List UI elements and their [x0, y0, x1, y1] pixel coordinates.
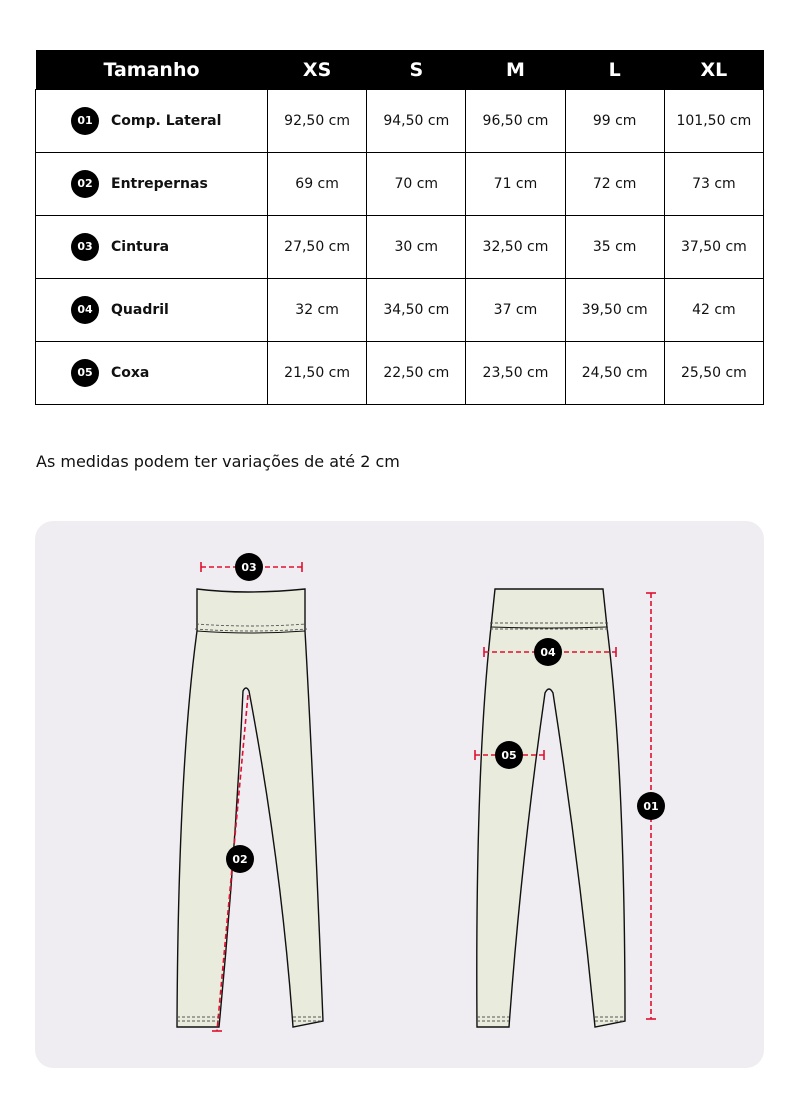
table-cell: 24,50 cm — [565, 342, 664, 405]
table-cell: 39,50 cm — [565, 279, 664, 342]
table-cell: 73 cm — [664, 153, 763, 216]
row-label: Cintura — [111, 239, 170, 255]
table-cell: 72 cm — [565, 153, 664, 216]
table-cell: 30 cm — [367, 216, 466, 279]
row-number-badge: 02 — [71, 170, 99, 198]
marker-03-label: 03 — [241, 561, 257, 574]
table-cell: 23,50 cm — [466, 342, 565, 405]
row-label-cell — [36, 90, 268, 153]
marker-03 — [235, 553, 263, 581]
marker-02-label: 02 — [232, 853, 248, 866]
table-cell: 21,50 cm — [268, 342, 367, 405]
table-cell: 94,50 cm — [367, 90, 466, 153]
row-label: Coxa — [111, 365, 150, 381]
table-cell: 37,50 cm — [664, 216, 763, 279]
table-cell: 34,50 cm — [367, 279, 466, 342]
table-cell: 32 cm — [268, 279, 367, 342]
row-number-badge: 01 — [71, 107, 99, 135]
row-number-badge: 05 — [71, 359, 99, 387]
row-label: Entrepernas — [111, 176, 208, 192]
row-label-cell — [36, 279, 268, 342]
marker-04 — [534, 638, 562, 666]
table-row — [36, 342, 764, 405]
table-row — [36, 90, 764, 153]
table-cell: 27,50 cm — [268, 216, 367, 279]
header-size-xl: XL — [664, 50, 763, 90]
marker-01-label: 01 — [643, 800, 659, 813]
table-cell: 69 cm — [268, 153, 367, 216]
row-label-cell — [36, 342, 268, 405]
table-cell: 22,50 cm — [367, 342, 466, 405]
row-label-cell — [36, 216, 268, 279]
row-label-cell — [36, 153, 268, 216]
marker-04-label: 04 — [540, 646, 556, 659]
header-size-m: M — [466, 50, 565, 90]
front-leggings — [177, 589, 323, 1027]
marker-01 — [637, 792, 665, 820]
table-cell: 37 cm — [466, 279, 565, 342]
marker-02 — [226, 845, 254, 873]
table-cell: 71 cm — [466, 153, 565, 216]
marker-05-label: 05 — [501, 749, 517, 762]
header-size-l: L — [565, 50, 664, 90]
table-cell: 101,50 cm — [664, 90, 763, 153]
row-number-badge: 04 — [71, 296, 99, 324]
table-cell: 42 cm — [664, 279, 763, 342]
table-cell: 70 cm — [367, 153, 466, 216]
table-cell: 99 cm — [565, 90, 664, 153]
header-size-label: Tamanho — [36, 50, 268, 90]
table-cell: 35 cm — [565, 216, 664, 279]
diagram-panel — [35, 521, 764, 1068]
row-label: Quadril — [111, 302, 169, 318]
table-row — [36, 153, 764, 216]
table-row — [36, 216, 764, 279]
leggings-diagram — [35, 521, 764, 1068]
table-header-row — [36, 50, 764, 90]
row-number-badge: 03 — [71, 233, 99, 261]
front-leggings-outline — [177, 589, 323, 1027]
measurement-variation-note: As medidas podem ter variações de até 2 cm — [36, 452, 400, 471]
table-row — [36, 279, 764, 342]
table-cell: 25,50 cm — [664, 342, 763, 405]
size-table — [35, 50, 764, 405]
header-size-xs: XS — [268, 50, 367, 90]
row-label: Comp. Lateral — [111, 113, 222, 129]
table-cell: 32,50 cm — [466, 216, 565, 279]
table-cell: 96,50 cm — [466, 90, 565, 153]
header-size-s: S — [367, 50, 466, 90]
table-cell: 92,50 cm — [268, 90, 367, 153]
marker-05 — [495, 741, 523, 769]
